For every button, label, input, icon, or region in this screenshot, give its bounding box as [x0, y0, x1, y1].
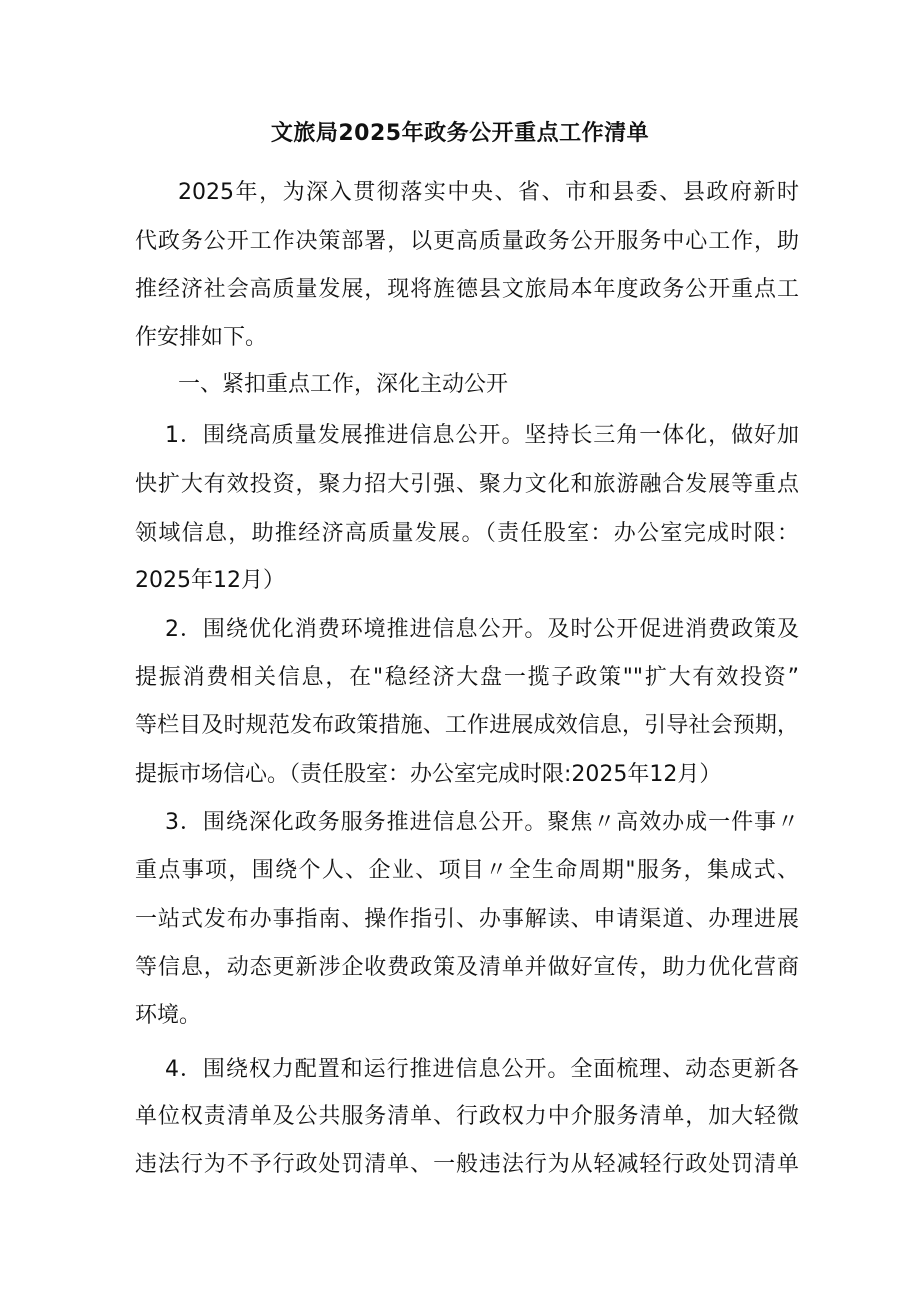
paragraph-line: 重点事项，围绕个人、企业、项目〃全生命周期"服务，集成式、 [135, 858, 799, 883]
paragraph-line: 作安排如下。 [135, 325, 268, 350]
paragraph-line: 4．围绕权力配置和运行推进信息公开。全面梳理、动态更新各 [165, 1057, 799, 1082]
paragraph-line: 环境。 [135, 1003, 202, 1028]
section-heading: 一、紧扣重点工作，深化主动公开 [178, 372, 509, 397]
paragraph-line: 推经济社会高质量发展，现将旌德县文旅局本年度政务公开重点工 [135, 277, 799, 302]
paragraph-line: 单位权责清单及公共服务清单、行政权力中介服务清单，加大轻微 [135, 1104, 799, 1129]
paragraph-line: 等栏目及时规范发布政策措施、工作进展成效信息，引导社会预期， [135, 713, 799, 738]
paragraph-line: 等信息，动态更新涉企收费政策及清单并做好宣传，助力优化营商 [135, 955, 799, 980]
paragraph-line: 代政务公开工作决策部署，以更高质量政务公开服务中心工作，助 [135, 229, 799, 254]
paragraph-line: 一站式发布办事指南、操作指引、办事解读、申请渠道、办理进展 [135, 907, 799, 932]
paragraph-line: 领域信息，助推经济高质量发展。（责任股室：办公室完成时限： [135, 521, 799, 546]
paragraph-line: 2．围绕优化消费环境推进信息公开。及时公开促进消费政策及 [165, 617, 799, 642]
paragraph-line: 2025年，为深入贯彻落实中央、省、市和县委、县政府新时 [178, 180, 799, 205]
paragraph-line: 提振市场信心。（责任股室：办公室完成时限:2025年12月） [135, 762, 722, 787]
paragraph-line: 违法行为不予行政处罚清单、一般违法行为从轻减轻行政处罚清单 [135, 1152, 799, 1177]
page-title: 文旅局2025年政务公开重点工作清单 [270, 121, 650, 146]
paragraph-line: 3．围绕深化政务服务推进信息公开。聚焦〃高效办成一件事〃 [165, 810, 799, 835]
paragraph-line: 1．围绕高质量发展推进信息公开。坚持长三角一体化，做好加 [165, 423, 799, 448]
paragraph-line: 快扩大有效投资，聚力招大引强、聚力文化和旅游融合发展等重点 [135, 472, 799, 497]
paragraph-line: 2025年12月） [135, 568, 285, 593]
paragraph-line: 提振消费相关信息，在"稳经济大盘一揽子政策""扩大有效投资” [135, 665, 799, 690]
